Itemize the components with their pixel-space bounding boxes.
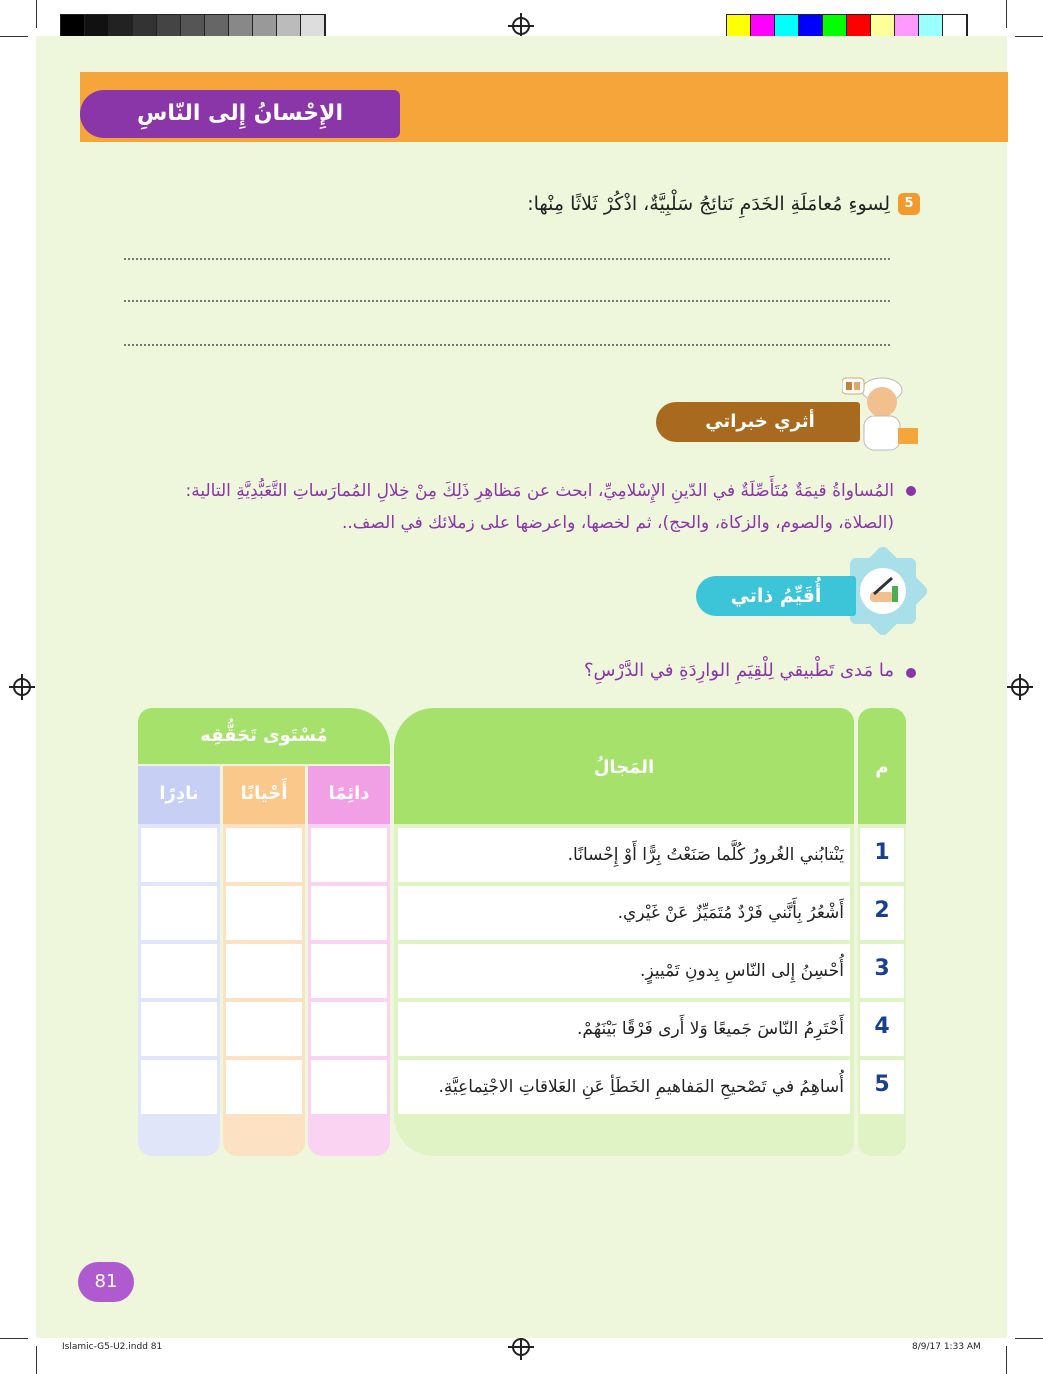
registration-mark-left	[13, 678, 31, 696]
registration-mark-bottom	[512, 1338, 530, 1356]
table-row-num: 3	[874, 956, 890, 981]
enrich-banner-label: أثري خبراتي	[705, 411, 815, 432]
level-header-sometimes-label: أَحْيانًا	[240, 783, 288, 804]
question-text: لِسوءِ مُعامَلَةِ الخَدَمِ نَتائِجُ سَلْبِيَّةٌ، اذْكُرْ ثَلاثًا مِنْها:	[527, 193, 890, 215]
crop-mark	[1006, 1346, 1007, 1374]
checkbox-always[interactable]	[311, 886, 387, 940]
crop-mark	[1015, 1338, 1043, 1339]
checkbox-rarely[interactable]	[141, 1002, 217, 1056]
footer-file: Islamic-G5-U2.indd 81	[62, 1342, 163, 1352]
crop-mark	[0, 1338, 28, 1339]
crop-mark	[0, 36, 28, 37]
checkbox-always[interactable]	[311, 1002, 387, 1056]
table-row-text: يَنْتابُني الغُرورُ كُلَّما صَنَعْتُ بِرًّا أَوْ إِحْسانًا.	[567, 845, 844, 865]
checkbox-always[interactable]	[311, 1060, 387, 1114]
table-row-num: 2	[874, 898, 890, 923]
checkbox-rarely[interactable]	[141, 828, 217, 882]
eval-question-text: ما مَدى تَطْبيقي لِلْقِيَمِ الوارِدَةِ في الدَّرْسِ؟	[583, 660, 894, 681]
checkbox-rarely[interactable]	[141, 944, 217, 998]
bullet-icon	[906, 668, 916, 678]
answer-line-2[interactable]	[124, 300, 890, 302]
checkbox-rarely[interactable]	[141, 1060, 217, 1114]
table-row-num: 4	[874, 1014, 890, 1039]
registration-mark-right	[1011, 678, 1029, 696]
checkbox-sometimes[interactable]	[226, 886, 302, 940]
self-eval-banner: أُقَيِّمُ ذاتي	[696, 576, 856, 616]
checkbox-rarely[interactable]	[141, 886, 217, 940]
page-title: الإِحْسانُ إِلى النّاسِ	[137, 101, 343, 126]
footer-timestamp: 8/9/17 1:33 AM	[912, 1342, 981, 1352]
table-header-num: م	[875, 757, 889, 778]
pen-hand-icon	[860, 568, 906, 614]
level-header-rarely-label: نادِرًا	[159, 783, 199, 804]
answer-line-3[interactable]	[124, 344, 890, 346]
table-header-field: المَجالُ	[593, 757, 655, 778]
level-header-always-label: دائِمًا	[328, 783, 370, 804]
enrich-paragraph-line1: المُساواةُ قيمَةٌ مُتَأَصِّلَةٌ في الدّينِ الإِسْلامِيِّ، ابحث عن مَظاهِرِ ذَلِكَ مِنْ خِلالِ المُمارَساتِ التَّعَبُّدِيَّةِ التالية:	[185, 481, 894, 501]
crop-mark	[36, 1346, 37, 1374]
table-row-text: أُساهِمُ في تَصْحيحِ المَفاهيمِ الخَطَأِ عَنِ العَلاقاتِ الاجْتِماعِيَّةِ.	[438, 1077, 844, 1097]
checkbox-sometimes[interactable]	[226, 944, 302, 998]
table-row-text: أَحْتَرِمُ النّاسَ جَميعًا وَلا أَرى فَرْقًا بَيْنَهُمْ.	[576, 1019, 844, 1039]
checkbox-always[interactable]	[311, 828, 387, 882]
table-row-text: أَشْعُرُ بِأَنَّني فَرْدٌ مُتَمَيِّزٌ عَنْ غَيْري.	[617, 903, 844, 923]
page-number: 81	[78, 1262, 134, 1302]
question-number-badge: 5	[898, 193, 920, 215]
enrich-banner-tab	[898, 428, 918, 444]
table-row-num: 1	[874, 840, 890, 865]
enrich-paragraph-line2: (الصلاة، والصوم، والزكاة، والحج)، ثم لخصها، واعرضها على زملائك في الصف..	[342, 513, 894, 533]
answer-line-1[interactable]	[124, 258, 890, 260]
crop-mark	[1015, 36, 1043, 37]
table-row-num: 5	[874, 1072, 890, 1097]
checkbox-sometimes[interactable]	[226, 1002, 302, 1056]
checkbox-sometimes[interactable]	[226, 828, 302, 882]
table-header-level: مُسْتَوى تَحَقُّقِه	[200, 725, 328, 746]
checkbox-always[interactable]	[311, 944, 387, 998]
bullet-icon	[906, 486, 916, 496]
crop-mark	[1006, 0, 1007, 28]
crop-mark	[36, 0, 37, 28]
registration-mark-top	[512, 17, 530, 35]
table-row-text: أُحْسِنُ إِلى النّاسِ بِدونِ تَمْييزٍ.	[640, 961, 844, 981]
checkbox-sometimes[interactable]	[226, 1060, 302, 1114]
